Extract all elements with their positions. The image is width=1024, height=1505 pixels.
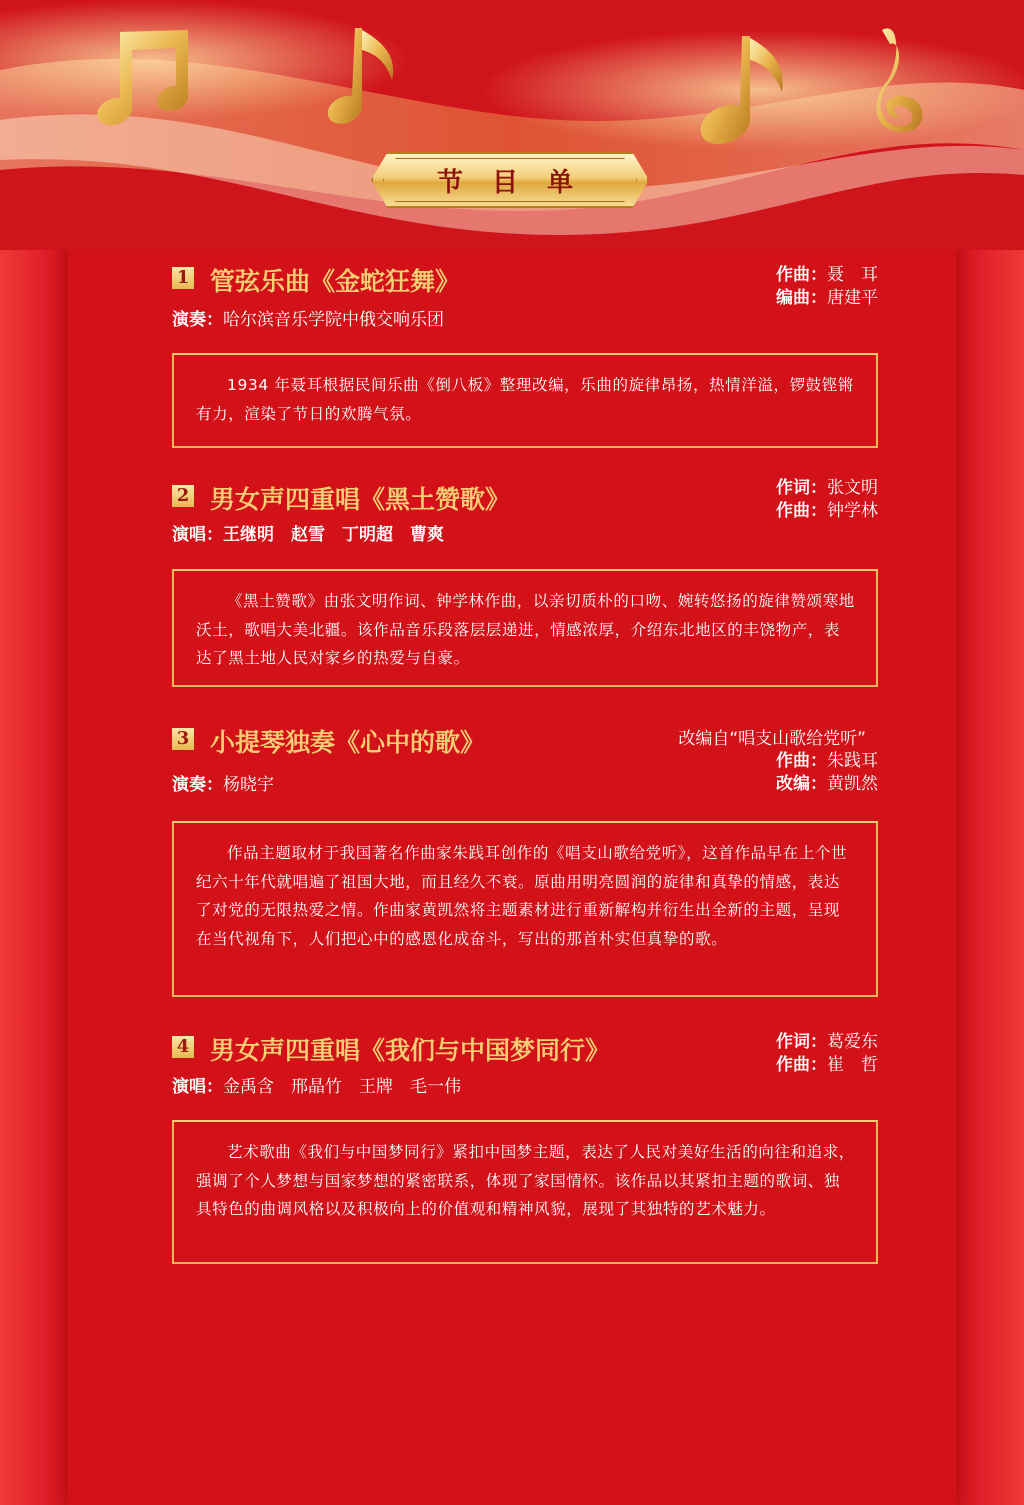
- performer-label: 演奏：: [172, 310, 223, 330]
- program-number: 3: [172, 728, 194, 750]
- performer-label: 演唱：: [172, 1077, 223, 1097]
- program-title: 管弦乐曲《金蛇狂舞》: [210, 267, 461, 296]
- performer-label: 演奏：: [172, 775, 223, 795]
- program-item-3: [172, 722, 878, 997]
- program-item-4: [172, 1030, 878, 1265]
- performer-name: 哈尔滨音乐学院中俄交响乐团: [223, 310, 444, 330]
- adaptation-note: 改编自“唱支山歌给党听”: [678, 729, 866, 749]
- page-title: 节 目 单: [436, 167, 584, 198]
- credits: [776, 477, 878, 523]
- program-item-2: [172, 480, 878, 690]
- credits: [776, 264, 878, 310]
- performer-name: 杨晓宇: [223, 775, 274, 795]
- performer-label: 演唱：: [172, 525, 223, 545]
- credits: [776, 1031, 878, 1077]
- program-description: 《黑土赞歌》由张文明作词、钟学林作曲，以亲切质朴的口吻、婉转悠扬的旋律赞颂寒地沃土，歌唱大美北疆。该作品音乐段落层层递进，情感浓厚，介绍东北地区的丰饶物产，表达了黑土地人民对家乡的热爱与自豪。: [172, 569, 878, 687]
- credit-line: 改编：黄凯然: [776, 774, 878, 794]
- program-number: 4: [172, 1036, 194, 1058]
- performer-name: 金禹含 邢晶竹 王牌 毛一伟: [223, 1077, 461, 1097]
- credit-line: 作词：张文明: [776, 478, 878, 498]
- credits: [776, 750, 878, 796]
- credit-line: 作曲：朱践耳: [776, 751, 878, 771]
- performer-line: [172, 1072, 461, 1097]
- program-title: 男女声四重唱《黑土赞歌》: [210, 485, 511, 514]
- credit-line: 作曲：崔 哲: [776, 1055, 878, 1075]
- performer-line: [172, 770, 274, 795]
- credit-line: 作词：葛爱东: [776, 1032, 878, 1052]
- performer-line: [172, 520, 444, 545]
- program-title: 男女声四重唱《我们与中国梦同行》: [210, 1036, 611, 1065]
- program-description: 作品主题取材于我国著名作曲家朱践耳创作的《唱支山歌给党听》，这首作品早在上个世纪六十年代就唱遍了祖国大地，而且经久不衰。原曲用明亮圆润的旋律和真挚的情感，表达了对党的无限热爱之情。作曲家黄凯然将主题素材进行重新解构并衍生出全新的主题，呈现在当代视角下，人们把心中的感恩化成奋斗，写出的那首朴实但真挚的歌。: [172, 821, 878, 997]
- credit-line: 编曲：唐建平: [776, 288, 878, 308]
- program-description: 艺术歌曲《我们与中国梦同行》紧扣中国梦主题，表达了人民对美好生活的向往和追求，强调了个人梦想与国家梦想的紧密联系，体现了家国情怀。该作品以其紧扣主题的歌词、独具特色的曲调风格以及积极向上的价值观和精神风貌，展现了其独特的艺术魅力。: [172, 1120, 878, 1264]
- program-title: 小提琴独奏《心中的歌》: [210, 728, 486, 757]
- header-banner: [0, 0, 1024, 250]
- program-number: 1: [172, 267, 194, 289]
- performer-name: 王继明 赵雪 丁明超 曹爽: [223, 525, 444, 545]
- credit-line: 作曲：钟学林: [776, 501, 878, 521]
- program-description: 1934 年聂耳根据民间乐曲《倒八板》整理改编，乐曲的旋律昂扬，热情洋溢，锣鼓铿锵有力，渲染了节日的欢腾气氛。: [172, 353, 878, 448]
- program-number: 2: [172, 485, 194, 507]
- program-item-1: [172, 262, 878, 452]
- performer-line: [172, 305, 444, 330]
- program-title-plate: [371, 152, 649, 208]
- credit-line: 作曲：聂 耳: [776, 265, 878, 285]
